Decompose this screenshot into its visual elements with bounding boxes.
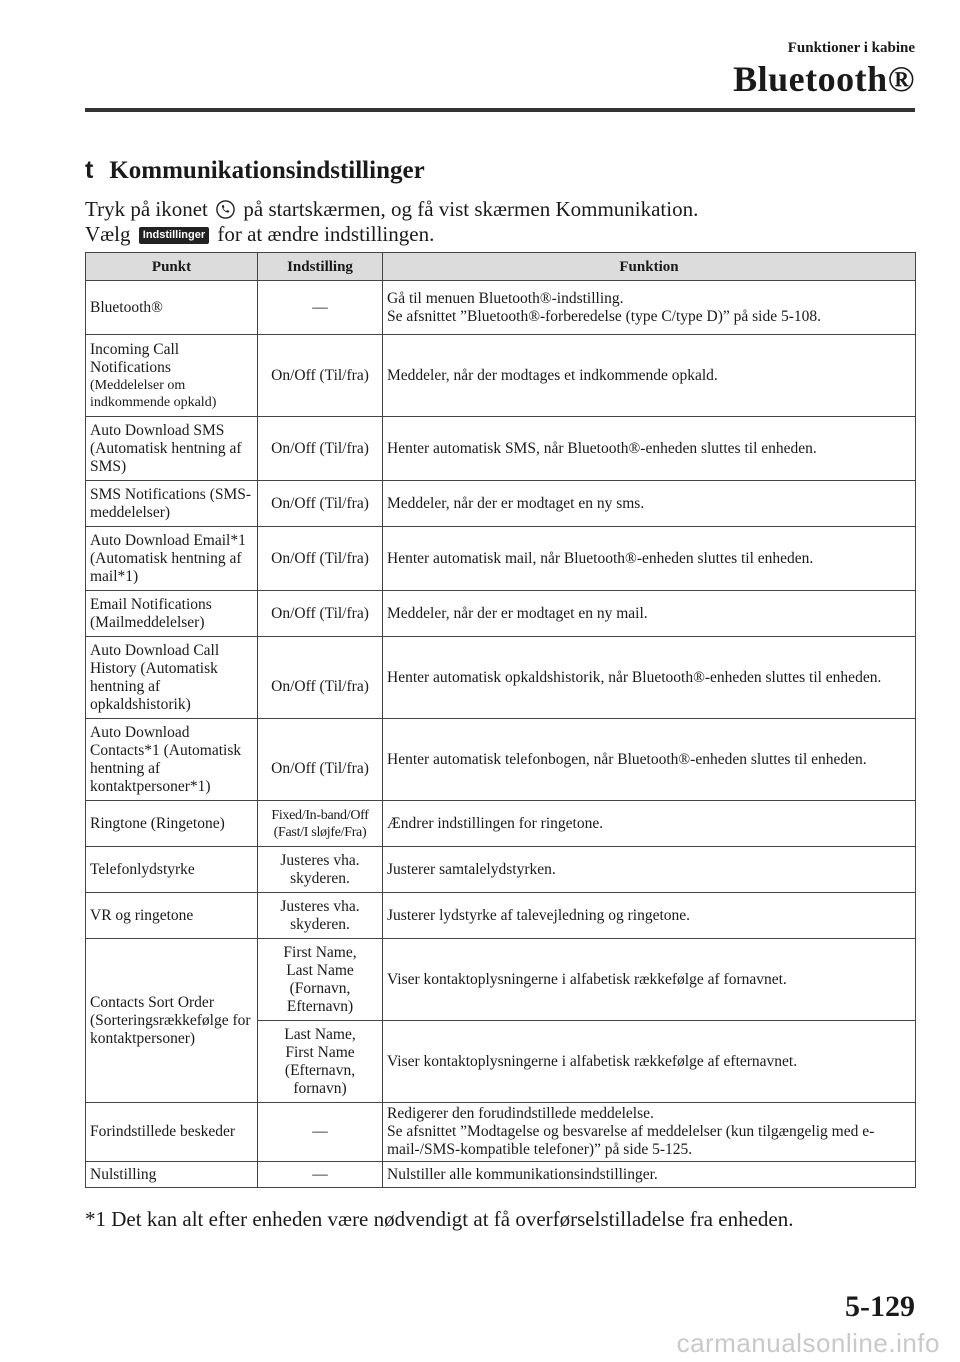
item-cell: Auto Download Contacts*1 (Automatisk hentning af kontaktpersoner*1) [86,719,258,801]
function-cell: Henter automatisk telefonbogen, når Bluetooth®-enheden sluttes til enheden. [383,719,916,801]
setting-cell: Last Name, First Name (Efternavn, fornavn) [258,1021,383,1103]
item-cell: Auto Download Call History (Automatisk hentning af opkaldshistorik) [86,637,258,719]
footnote: *1 Det kan alt efter enheden være nødvendigt at få overførselstilladelse fra enheden. [85,1207,794,1231]
function-cell: Henter automatisk mail, når Bluetooth®-enheden sluttes til enheden. [383,527,916,591]
item-cell: Bluetooth® [86,281,258,335]
setting-cell: — [258,1162,383,1188]
setting-cell: On/Off (Til/fra) [258,591,383,637]
item-cell: Ringtone (Ringetone) [86,801,258,847]
header-function: Funktion [383,253,916,281]
header-rule [85,108,915,112]
function-reference: Se afsnittet ”Bluetooth®-forberedelse (type C/type D)” på side 5-108. [387,307,822,325]
item-cell: Forindstillede beskeder [86,1103,258,1162]
setting-cell: First Name, Last Name (Fornavn, Efternavn) [258,939,383,1021]
function-cell: Justerer samtalelydstyrken. [383,847,916,893]
watermark: carmanualsonline.info [676,1328,940,1358]
function-cell: Viser kontaktoplysningerne i alfabetisk rækkefølge af efternavnet. [383,1021,916,1103]
function-cell: Meddeler, når der er modtaget en ny sms. [383,481,916,527]
intro-line-2-start: Vælg [85,222,131,246]
intro-text [85,197,915,247]
function-cell: Ændrer indstillingen for ringetone. [383,801,916,847]
function-cell: Nulstiller alle kommunikationsindstillinger. [383,1162,916,1188]
header-item: Punkt [86,253,258,281]
table-row [86,893,916,939]
setting-cell: On/Off (Til/fra) [258,527,383,591]
function-cell: Henter automatisk opkaldshistorik, når Bluetooth®-enheden sluttes til enheden. [383,637,916,719]
table-row [86,1103,916,1162]
table-row [86,591,916,637]
item-cell: Auto Download Email*1 (Automatisk hentning af mail*1) [86,527,258,591]
setting-line: (Fast/I sløjfe/Fra) [273,824,367,840]
section-title [85,156,425,185]
chapter-label: Funktioner i kabine [787,40,915,56]
table-row [86,801,916,847]
header-setting: Indstilling [258,253,383,281]
setting-cell: On/Off (Til/fra) [258,417,383,481]
function-cell [383,281,916,335]
intro-line-2 [85,222,915,247]
phone-icon [216,200,235,219]
communication-settings-table [85,252,916,1188]
table-row [86,847,916,893]
item-cell: Email Notifications (Mailmeddelelser) [86,591,258,637]
table-row [86,481,916,527]
page-title: Bluetooth® [733,59,915,99]
item-subtitle: (Meddelelser om indkommende opkald) [90,377,217,410]
item-cell [86,335,258,417]
intro-line-1 [85,197,915,222]
item-name: Incoming Call Notifications [90,340,180,376]
table-row [86,719,916,801]
setting-cell: Justeres vha. skyderen. [258,893,383,939]
function-cell: Justerer lydstyrke af talevejledning og ringetone. [383,893,916,939]
item-cell: Telefonlydstyrke [86,847,258,893]
setting-cell: On/Off (Til/fra) [258,719,383,801]
setting-cell [258,801,383,847]
settings-key-label: Indstillinger [139,227,209,244]
setting-cell: On/Off (Til/fra) [258,481,383,527]
setting-line: Fixed/In-band/Off [271,807,369,823]
section-bullet: t [85,156,94,184]
item-cell: Contacts Sort Order (Sorteringsrækkefølge for kontaktpersoner) [86,939,258,1103]
intro-line-1-end: på startskærmen, og få vist skærmen Kommunikation. [243,197,699,221]
page-number: 5-129 [845,1290,915,1323]
table-row [86,281,916,335]
function-line: Redigerer den forudindstillede meddelelse. [387,1105,654,1122]
item-cell: Nulstilling [86,1162,258,1188]
setting-cell: — [258,1103,383,1162]
table-row [86,939,916,1021]
table-row [86,527,916,591]
table-row [86,417,916,481]
intro-line-2-end: for at ændre indstillingen. [217,222,435,246]
setting-cell: On/Off (Til/fra) [258,637,383,719]
table-row [86,335,916,417]
item-cell: SMS Notifications (SMS-meddelelser) [86,481,258,527]
function-reference: Se afsnittet ”Modtagelse og besvarelse af meddelelser (kun tilgængelig med e-mail-/SMS-kompatible telefoner)” på side 5-125. [387,1123,875,1158]
function-line: Gå til menuen Bluetooth®-indstilling. [387,289,624,307]
function-cell: Henter automatisk SMS, når Bluetooth®-enheden sluttes til enheden. [383,417,916,481]
item-cell: Auto Download SMS (Automatisk hentning af SMS) [86,417,258,481]
item-cell: VR og ringetone [86,893,258,939]
function-cell: Meddeler, når der er modtaget en ny mail. [383,591,916,637]
setting-cell: On/Off (Til/fra) [258,335,383,417]
section-title-text: Kommunikationsindstillinger [109,157,425,184]
table-row [86,1162,916,1188]
setting-cell: Justeres vha. skyderen. [258,847,383,893]
setting-cell: — [258,281,383,335]
table-row [86,637,916,719]
function-cell [383,1103,916,1162]
function-cell: Meddeler, når der modtages et indkommende opkald. [383,335,916,417]
function-cell: Viser kontaktoplysningerne i alfabetisk rækkefølge af fornavnet. [383,939,916,1021]
table-header-row [86,253,916,281]
intro-line-1-start: Tryk på ikonet [85,197,208,221]
